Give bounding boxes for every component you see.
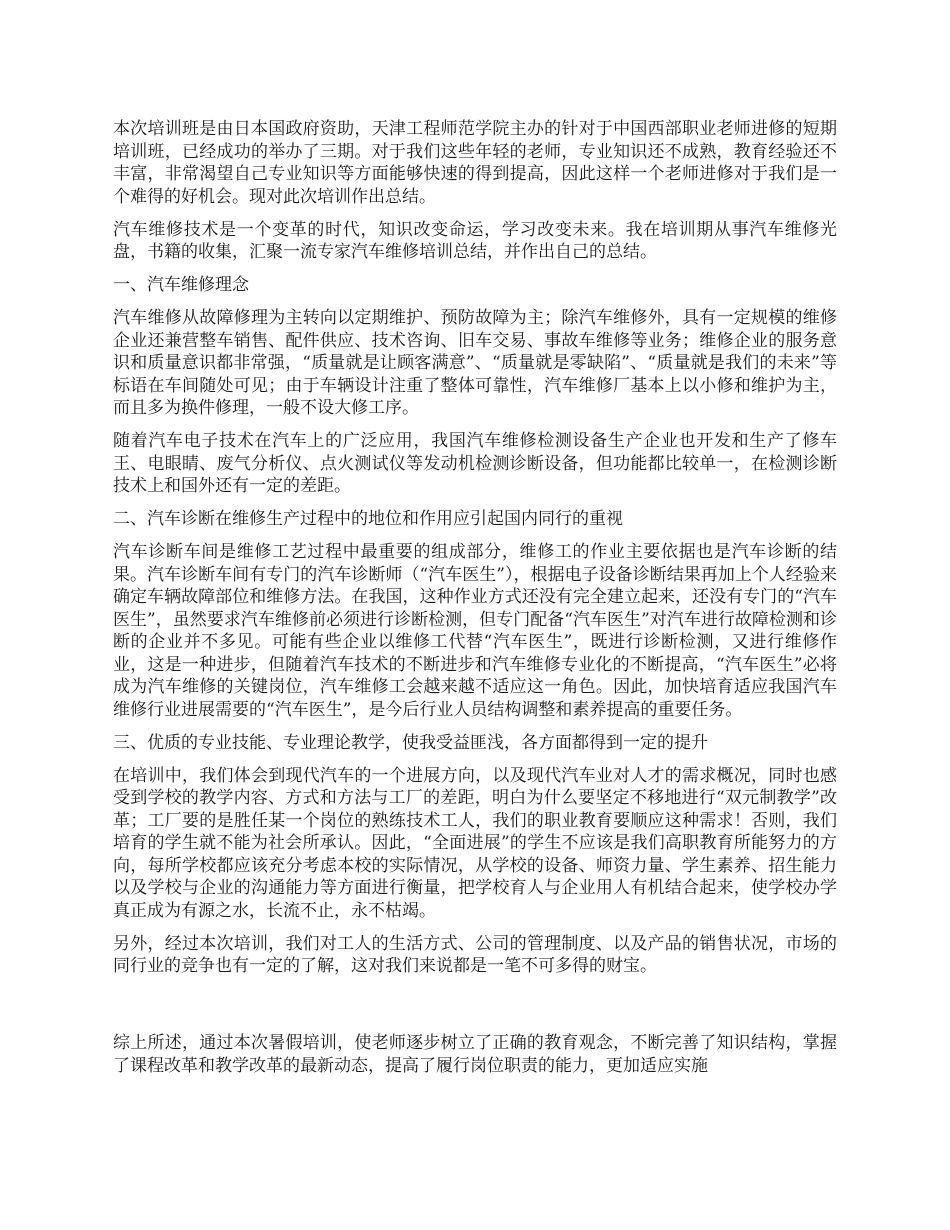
paragraph-diagnosis-workshop: 汽车诊断车间是维修工艺过程中最重要的组成部分，维修工的作业主要依据也是汽车诊断的结果。汽车诊断车间有专门的汽车诊断师（“汽车医生”），根据电子设备诊断结果再加上个人经验来确定车辆故障部位和维修方法。在我国，这种作业方式还没有完全建立起来，还没有专门的“汽车医生”，虽然要求汽车维修前必须进行诊断检测，但专门配备“汽车医生”对汽车进行故障检测和诊断的企业并不多见。可能有些企业以维修工代替“汽车医生”，既进行诊断检测，又进行维修作业，这是一种进步，但随着汽车技术的不断进步和汽车维修专业化的不断提高，“汽车医生”必将成为汽车维修的关键岗位，汽车维修工会越来越不适应这一角色。因此，加快培育适应我国汽车维修行业进展需要的“汽车医生”，是今后行业人员结构调整和素养提高的重要任务。 xyxy=(113,542,837,720)
paragraph-intro: 本次培训班是由日本国政府资助，天津工程师范学院主办的针对于中国西部职业老师进修的短期培训班，已经成功的举办了三期。对于我们这些年轻的老师，专业知识还不成熟，教育经验还不丰富，非常渴望自己专业知识等方面能够快速的得到提高，因此这样一个老师进修对于我们是一个难得的好机会。现对此次培训作出总结。 xyxy=(113,119,837,207)
section-heading-3: 三、优质的专业技能、专业理论教学，使我受益匪浅，各方面都得到一定的提升 xyxy=(113,732,708,753)
paragraph-training-experience: 在培训中，我们体会到现代汽车的一个进展方向，以及现代汽车业对人才的需求概况，同时也感受到学校的教学内容、方式和方法与工厂的差距，明白为什么要坚定不移地进行“双元制教学”改革；工厂要的是胜任某一个岗位的熟练技术工人，我们的职业教育要顺应这种需求！否则，我们培育的学生就不能为社会所承认。因此，“全面进展”的学生不应该是我们高职教育所能努力的方向，每所学校都应该充分考虑本校的实际情况，从学校的设备、师资力量、学生素养、招生能力以及学校与企业的沟通能力等方面进行衡量，把学校育人与企业用人有机结合起来，使学校办学真正成为有源之水，长流不止，永不枯竭。 xyxy=(113,765,837,921)
blank-spacer xyxy=(113,988,837,1032)
paragraph-background: 汽车维修技术是一个变革的时代，知识改变命运，学习改变未来。我在培训期从事汽车维修光盘，书籍的收集，汇聚一流专家汽车维修培训总结，并作出自己的总结。 xyxy=(113,219,837,262)
paragraph-maintenance-concept: 汽车维修从故障修理为主转向以定期维护、预防故障为主；除汽车维修外，具有一定规模的维修企业还兼营整车销售、配件供应、技术咨询、旧车交易、事故车维修等业务；维修企业的服务意识和质量意识都非常强，“质量就是让顾客满意”、“质量就是零缺陷”、“质量就是我们的未来”等标语在车间随处可见；由于车辆设计注重了整体可靠性，汽车维修厂基本上以小修和维护为主，而且多为换件修理，一般不设大修工序。 xyxy=(113,308,837,418)
section-heading-2: 二、汽车诊断在维修生产过程中的地位和作用应引起国内同行的重视 xyxy=(113,509,623,529)
section-heading-1: 一、汽车维修理念 xyxy=(113,275,249,295)
paragraph-diagnostic-equipment: 随着汽车电子技术在汽车上的广泛应用，我国汽车维修检测设备生产企业也开发和生产了修车王、电眼睛、废气分析仪、点火测试仪等发动机检测诊断设备，但功能都比较单一，在检测诊断技术上和国外还有一定的差距。 xyxy=(113,431,837,496)
document-page xyxy=(113,118,837,1088)
paragraph-summary: 综上所述，通过本次暑假培训，使老师逐步树立了正确的教育观念，不断完善了知识结构，掌握了课程改革和教学改革的最新动态，提高了履行岗位职责的能力，更加适应实施 xyxy=(113,1033,837,1076)
paragraph-additional-gains: 另外，经过本次培训，我们对工人的生活方式、公司的管理制度、以及产品的销售状况，市场的同行业的竞争也有一定的了解，这对我们来说都是一笔不可多得的财宝。 xyxy=(113,933,837,976)
